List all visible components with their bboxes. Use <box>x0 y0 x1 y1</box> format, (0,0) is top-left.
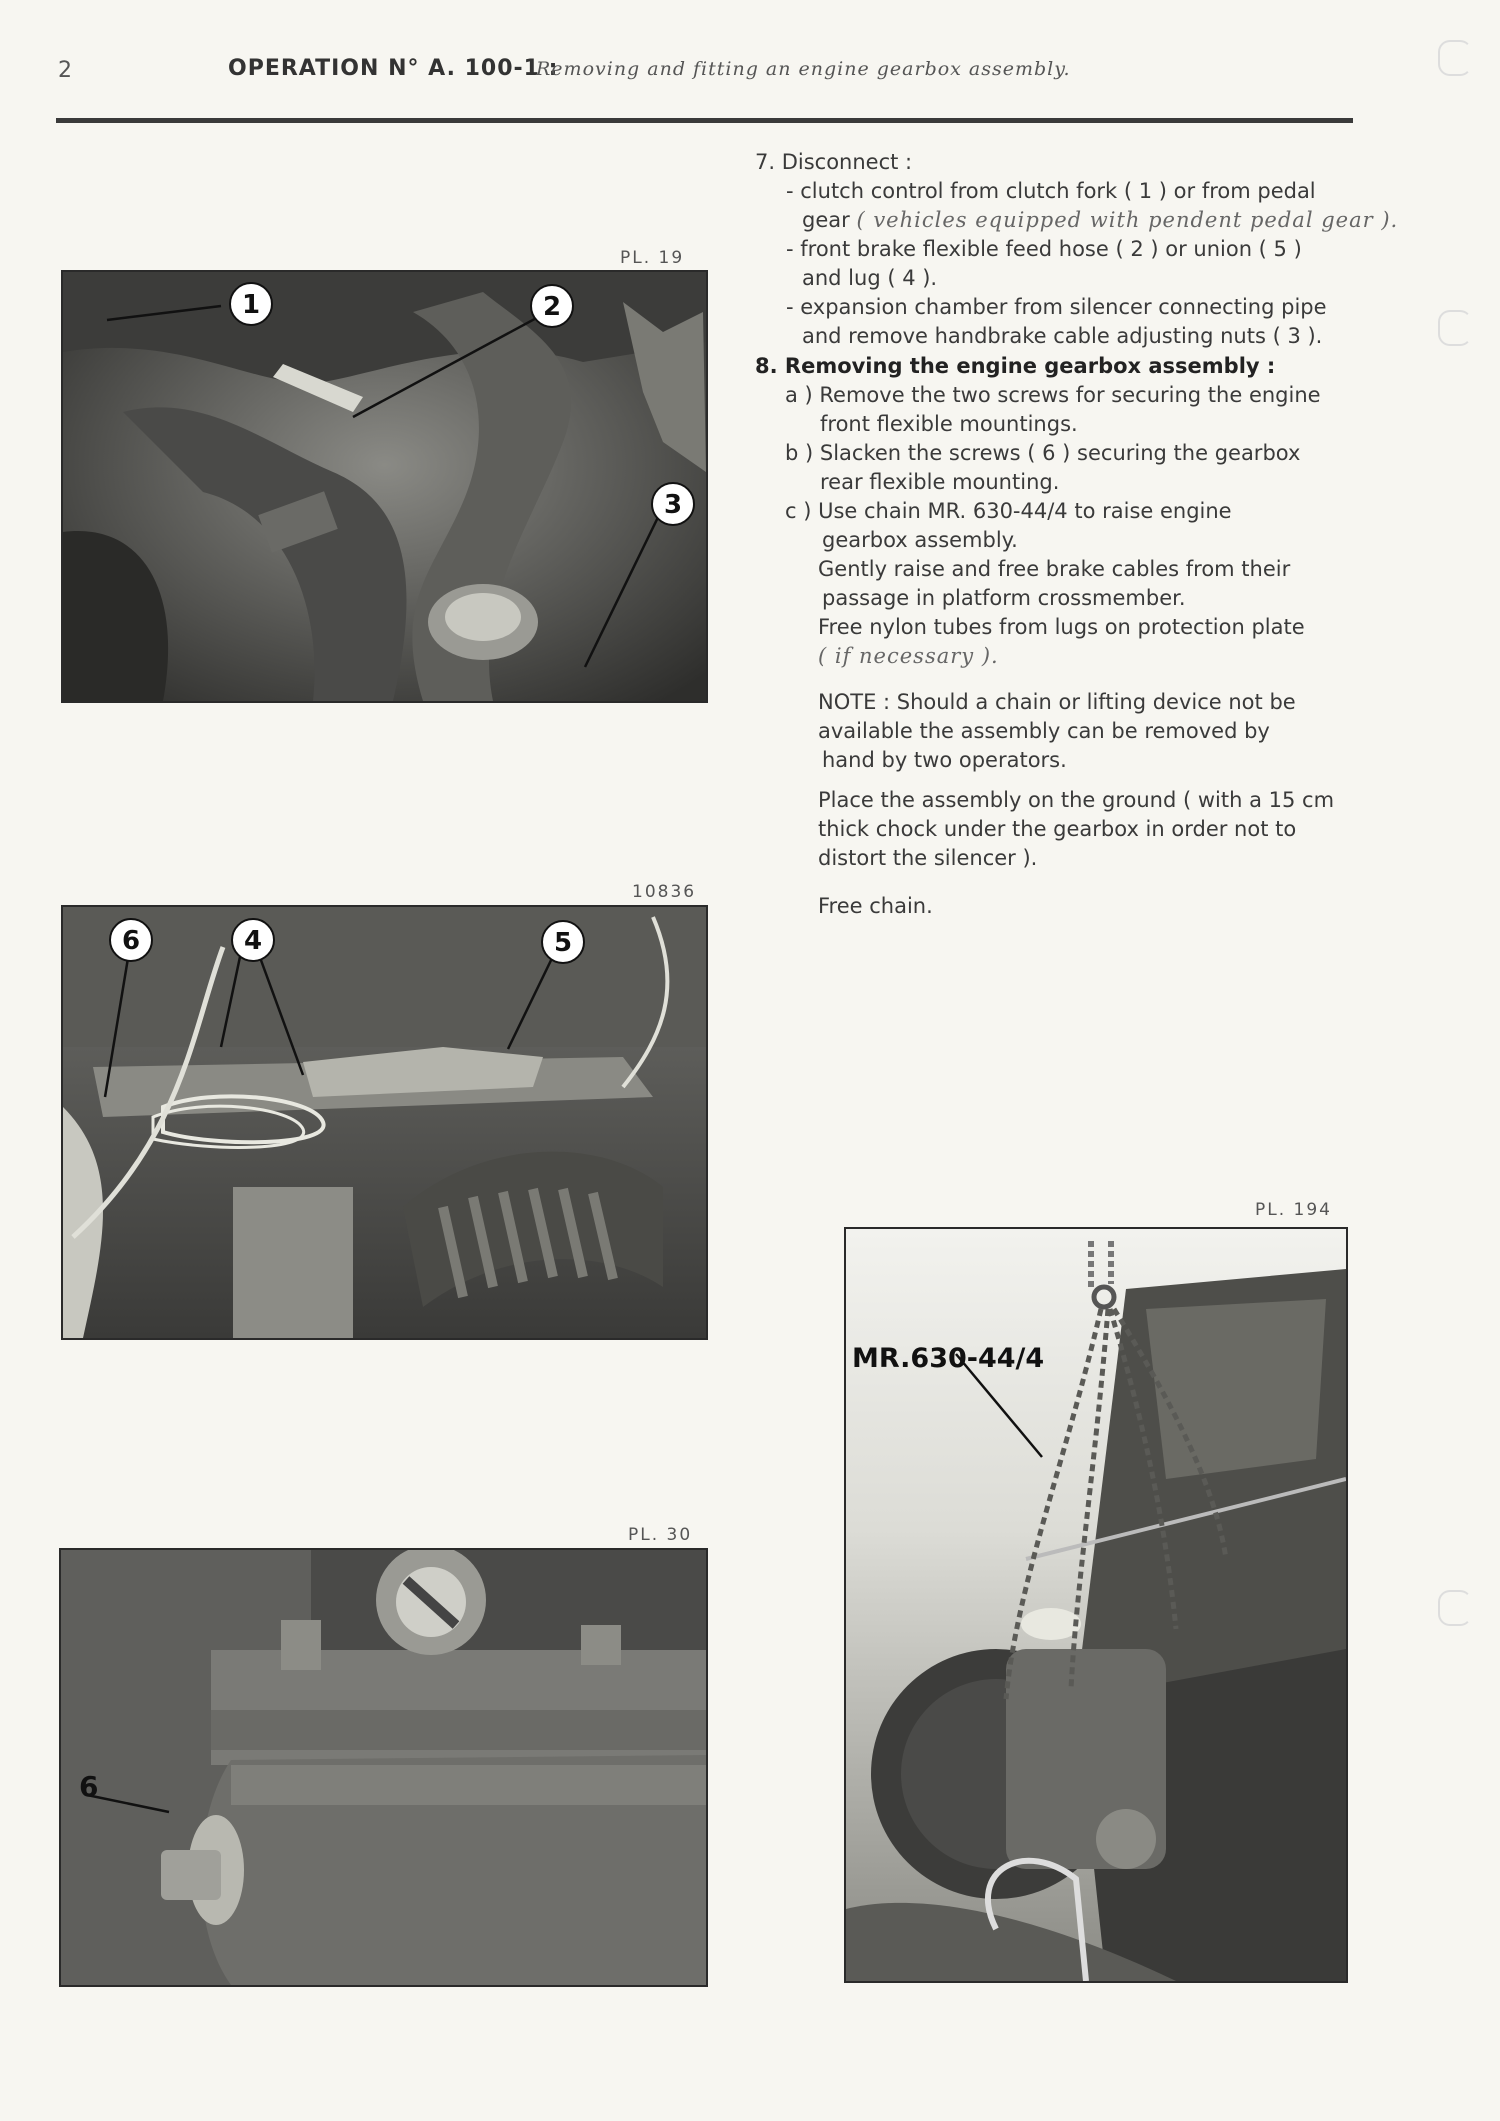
fig2-callout-6 <box>110 919 152 961</box>
header-rule <box>56 118 1353 123</box>
step7-item-5: - expansion chamber from silencer connecting pipe <box>786 295 1327 319</box>
edge-mark <box>1438 1590 1472 1626</box>
fig4-drawing <box>846 1229 1346 1981</box>
fig3-plate: PL. 30 <box>628 1525 693 1545</box>
fig1-plate: PL. 19 <box>620 248 685 268</box>
fig1-callout-1 <box>230 283 272 325</box>
svg-text:5: 5 <box>553 928 573 958</box>
step8c-line2: gearbox assembly. <box>822 528 1018 552</box>
place-line3: distort the silencer ). <box>818 846 1038 870</box>
edge-mark <box>1438 40 1472 76</box>
fig4-photo <box>844 1227 1348 1983</box>
edge-mark <box>1438 310 1472 346</box>
step8a-line2: front flexible mountings. <box>820 412 1078 436</box>
step7-item-1: - clutch control from clutch fork ( 1 ) or from pedal <box>786 179 1316 203</box>
fig2-photo <box>61 905 708 1340</box>
fig3-callout-6: 6 <box>79 1770 99 1803</box>
fig1-drawing <box>63 272 706 701</box>
free-chain: Free chain. <box>818 894 933 918</box>
step8c-italic: ( if necessary ). <box>818 644 999 668</box>
fig1-callout-2 <box>531 285 573 327</box>
step7-item-3: - front brake flexible feed hose ( 2 ) or union ( 5 ) <box>786 237 1302 261</box>
fig2-callout-4 <box>232 919 274 961</box>
step7-item-2 <box>802 206 1398 235</box>
page-number: 2 <box>58 58 72 83</box>
svg-text:1: 1 <box>241 290 261 320</box>
fig3-photo <box>59 1548 708 1987</box>
note-line2: available the assembly can be removed by <box>818 719 1270 743</box>
svg-text:3: 3 <box>663 490 683 520</box>
step8c-line4: passage in platform crossmember. <box>822 586 1186 610</box>
place-line2: thick chock under the gearbox in order not to <box>818 817 1297 841</box>
step7-item-6: and remove handbrake cable adjusting nuts ( 3 ). <box>802 324 1323 348</box>
step8b-line1: b ) Slacken the screws ( 6 ) securing the gearbox <box>785 441 1301 465</box>
step8b-line2: rear flexible mounting. <box>820 470 1060 494</box>
operation-title: OPERATION N° A. 100-1 : <box>228 56 559 81</box>
fig2-callout-5 <box>542 921 584 963</box>
step7-title: 7. Disconnect : <box>755 150 913 174</box>
svg-text:6: 6 <box>121 926 141 956</box>
note-line3: hand by two operators. <box>822 748 1067 772</box>
fig2-plate: 10836 <box>632 882 697 902</box>
svg-text:2: 2 <box>542 292 562 322</box>
step8c-line5: Free nylon tubes from lugs on protection plate <box>818 615 1305 639</box>
fig4-plate: PL. 194 <box>1255 1200 1332 1220</box>
step7-item-2-text: gear <box>802 208 850 232</box>
fig2-drawing <box>63 907 706 1338</box>
step8a-line1: a ) Remove the two screws for securing the engine <box>785 383 1321 407</box>
fig3-drawing <box>61 1550 706 1985</box>
step7-item-2-italic: ( vehicles equipped with pendent pedal gear ). <box>856 208 1399 232</box>
step7-item-4: and lug ( 4 ). <box>802 266 938 290</box>
step8c-line1: c ) Use chain MR. 630-44/4 to raise engine <box>785 499 1232 523</box>
svg-text:4: 4 <box>243 926 263 956</box>
step8c-line3: Gently raise and free brake cables from their <box>818 557 1291 581</box>
fig1-photo <box>61 270 708 703</box>
fig1-callout-3 <box>652 483 694 525</box>
fig4-tool-label: MR.630-44/4 <box>852 1343 1045 1374</box>
operation-subtitle: Removing and fitting an engine gearbox assembly. <box>536 58 1071 80</box>
note-line1: NOTE : Should a chain or lifting device not be <box>818 690 1296 714</box>
step8-title: 8. Removing the engine gearbox assembly : <box>755 354 1276 378</box>
place-line1: Place the assembly on the ground ( with a 15 cm <box>818 788 1335 812</box>
